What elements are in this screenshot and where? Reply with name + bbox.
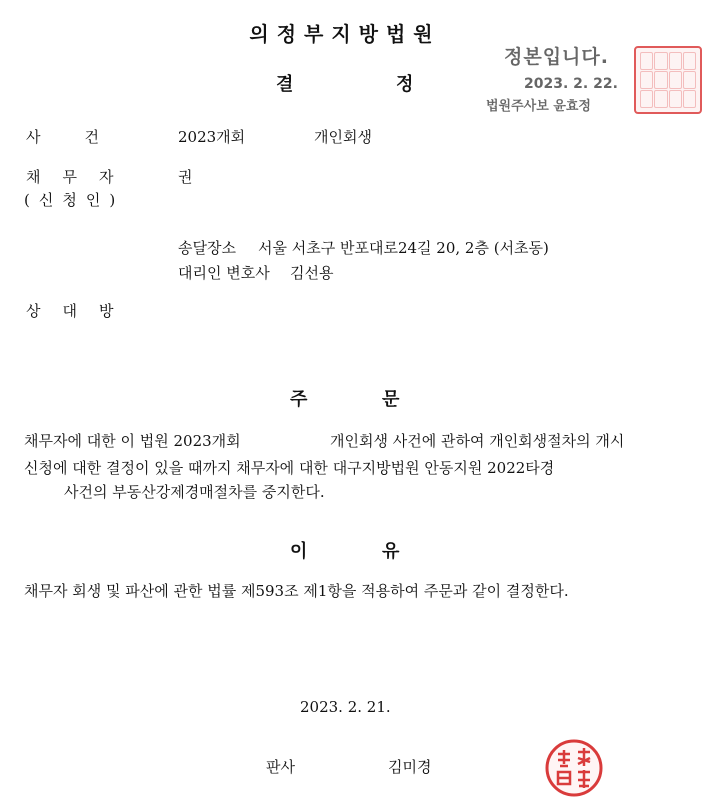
- order-heading-char-1: 주: [290, 389, 308, 410]
- reason-heading-char-1: 이: [290, 541, 308, 562]
- order-line-3: 사건의 부동산강제경매절차를 중지한다.: [64, 483, 325, 501]
- certifying-officer: 법원주사보 윤효정: [486, 99, 591, 114]
- debtor-name: 권: [178, 168, 193, 186]
- reason-heading-char-2: 유: [382, 541, 400, 562]
- case-number: 2023개회: [178, 128, 246, 146]
- debtor-label: 채무자: [26, 168, 136, 186]
- service-address-label: 송달장소: [178, 239, 236, 257]
- court-name: 의정부지방법원: [249, 22, 441, 46]
- debtor-sub-label: (신청인): [24, 191, 125, 209]
- case-label-text: 사건: [26, 128, 143, 146]
- order-line-2: 신청에 대한 결정이 있을 때까지 채무자에 대한 대구지방법원 안동지원 2022타경: [24, 459, 555, 477]
- judge-title: 판사: [266, 758, 295, 776]
- reason-text: 채무자 회생 및 파산에 관한 법률 제593조 제1항을 적용하여 주문과 같이 결정한다.: [24, 582, 569, 600]
- order-line-1b: 개인회생 사건에 관하여 개인회생절차의 개시: [330, 432, 625, 450]
- case-label: [26, 126, 143, 147]
- doc-type-char-2: 정: [396, 74, 414, 95]
- agent-label: 대리인 변호사: [178, 264, 270, 282]
- certification-date: 2023. 2. 22.: [524, 76, 618, 92]
- decision-date: 2023. 2. 21.: [300, 698, 391, 716]
- order-line-1a: 채무자에 대한 이 법원 2023개회: [24, 432, 241, 450]
- court-seal-stamp: [634, 46, 702, 114]
- service-address: 서울 서초구 반포대로24길 20, 2층 (서초동): [258, 239, 549, 257]
- order-heading-char-2: 문: [382, 389, 400, 410]
- judge-seal-stamp: [544, 738, 604, 798]
- judge-name: 김미경: [388, 758, 432, 776]
- agent-name: 김선용: [290, 264, 334, 282]
- doc-type-char-1: 결: [276, 74, 294, 95]
- counterparty-label: 상대방: [26, 302, 136, 320]
- certified-copy-label: 정본입니다.: [504, 46, 609, 68]
- case-type: 개인회생: [314, 128, 372, 146]
